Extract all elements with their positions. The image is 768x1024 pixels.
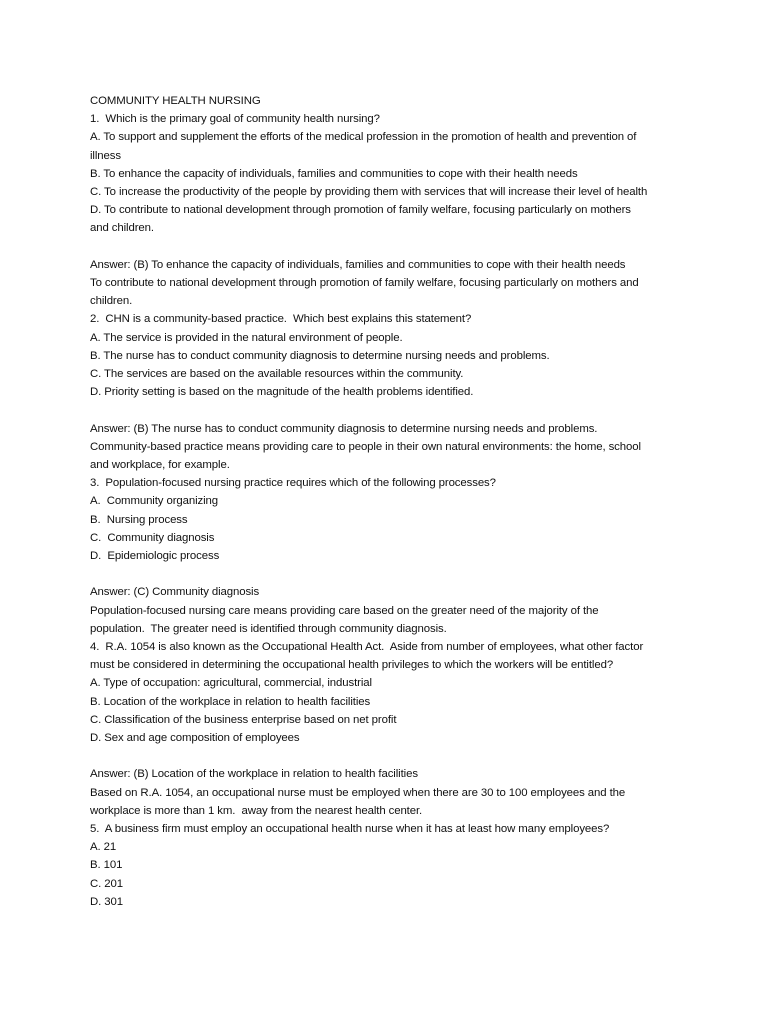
explanation-line: Based on R.A. 1054, an occupational nurse must be employed when there are 30 to 100 employees and the [90, 786, 626, 799]
document-title: COMMUNITY HEALTH NURSING [90, 95, 261, 107]
choice-c: C. To increase the productivity of the people by providing them with services that will increase their level of health [90, 186, 648, 199]
question-text: 1. Which is the primary goal of community health nursing? [90, 113, 380, 126]
question-text: 4. R.A. 1054 is also known as the Occupational Health Act. Aside from number of employees, what other factor [90, 641, 644, 654]
choice-b: B. Location of the workplace in relation to health facilities [90, 695, 371, 708]
choice-a: A. Type of occupation: agricultural, commercial, industrial [90, 677, 372, 690]
choice-b: B. The nurse has to conduct community diagnosis to determine nursing needs and problems. [90, 349, 550, 362]
answer-text: Answer: (C) Community diagnosis [90, 586, 260, 599]
explanation-line: Community-based practice means providing care to people in their own natural environments: the home, school [90, 440, 641, 453]
question-4 [90, 638, 690, 820]
explanation-line: population. The greater need is identified through community diagnosis. [90, 622, 447, 635]
choice-d: D. Sex and age composition of employees [90, 732, 300, 745]
spacer [90, 747, 690, 765]
choice-a: A. Community organizing [90, 495, 219, 508]
question-2 [90, 310, 690, 474]
explanation-line: and workplace, for example. [90, 459, 230, 472]
document-body [90, 92, 690, 911]
choice-d: D. Epidemiologic process [90, 550, 220, 563]
choice-d-continued: and children. [90, 222, 154, 235]
question-3 [90, 474, 690, 638]
explanation-line: Population-focused nursing care means providing care based on the greater need of the majority of the [90, 604, 599, 617]
choice-d: D. To contribute to national development through promotion of family welfare, focusing particularly on mothers [90, 204, 631, 217]
explanation-line: workplace is more than 1 km. away from the nearest health center. [90, 804, 423, 817]
choice-a-continued: illness [90, 149, 121, 162]
question-text: 2. CHN is a community-based practice. Which best explains this statement? [90, 313, 472, 326]
choice-d: D. 301 [90, 895, 123, 908]
spacer [90, 401, 690, 419]
choice-a: A. To support and supplement the efforts of the medical profession in the promotion of health and prevention of [90, 131, 637, 144]
choice-b: B. Nursing process [90, 513, 188, 526]
question-text: 3. Population-focused nursing practice requires which of the following processes? [90, 477, 496, 490]
choice-b: B. To enhance the capacity of individuals, families and communities to cope with their health needs [90, 167, 578, 180]
choice-d: D. Priority setting is based on the magnitude of the health problems identified. [90, 386, 474, 399]
question-1 [90, 110, 690, 310]
choice-c: C. Community diagnosis [90, 531, 215, 544]
explanation-line: children. [90, 295, 133, 308]
answer-text: Answer: (B) The nurse has to conduct community diagnosis to determine nursing needs and problems. [90, 422, 598, 435]
question-text-continued: must be considered in determining the occupational health privileges to which the workers will be entitled? [90, 659, 614, 672]
choice-a: A. 21 [90, 841, 117, 854]
choice-b: B. 101 [90, 859, 123, 872]
question-text: 5. A business firm must employ an occupational health nurse when it has at least how many employees? [90, 823, 610, 836]
choice-c: C. Classification of the business enterprise based on net profit [90, 713, 397, 726]
choice-a: A. The service is provided in the natural environment of people. [90, 331, 403, 344]
choice-c: C. 201 [90, 877, 123, 890]
choice-c: C. The services are based on the available resources within the community. [90, 368, 464, 381]
answer-text: Answer: (B) To enhance the capacity of individuals, families and communities to cope with their health needs [90, 258, 626, 271]
question-5 [90, 820, 690, 911]
answer-text: Answer: (B) Location of the workplace in relation to health facilities [90, 768, 418, 781]
explanation-line: To contribute to national development through promotion of family welfare, focusing particularly on mothers and [90, 277, 639, 290]
spacer [90, 238, 690, 256]
spacer [90, 565, 690, 583]
